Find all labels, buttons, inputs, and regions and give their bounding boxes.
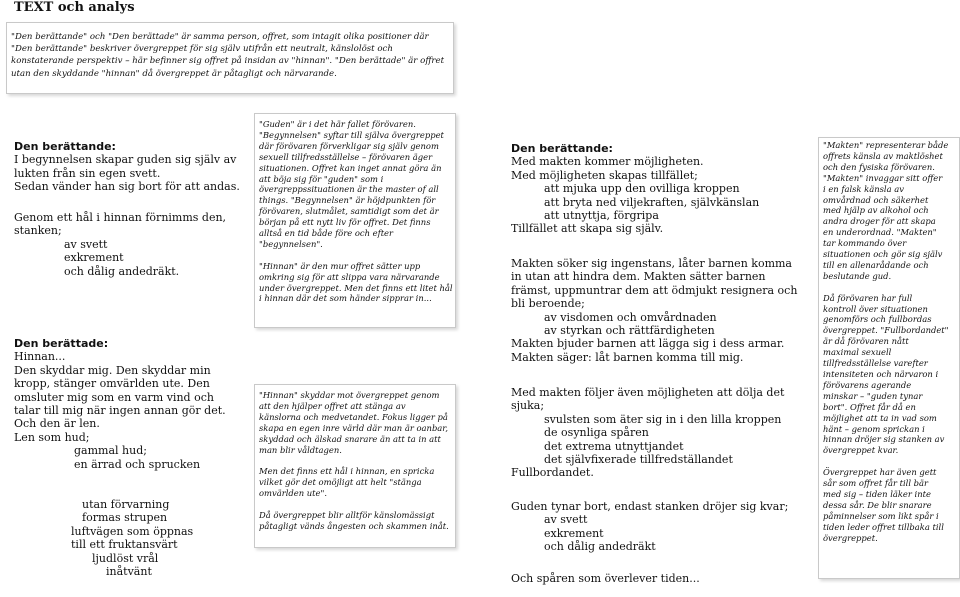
text-line: att utnyttja, förgripa (544, 209, 659, 223)
poem-line: till ett fruktansvärt (71, 538, 178, 552)
note-line: är då förövaren nått (823, 336, 909, 347)
annotation-box-membrane (254, 384, 456, 548)
text-line: av svett (544, 513, 588, 527)
text-line: de osynliga spåren (544, 426, 649, 440)
text-line: omsluter mig som en varm vind och (14, 390, 214, 404)
text-line: Makten säger: låt barnen komma till mig. (511, 350, 744, 364)
text-line: Tillfället att skapa sig själv. (511, 222, 664, 236)
text-line: Sedan vänder han sig bort för att andas. (14, 180, 240, 194)
note-line: "Makten" invaggar sitt offer (823, 172, 943, 183)
note-line: under övergreppet. Men det finns ett litet hål (259, 282, 453, 293)
text-line: det självfixerade tillfredställandet (544, 453, 733, 467)
text-line: av svett (64, 237, 108, 251)
intro-line: utan den skyddande "hinnan" då övergreppet är påtagligt och närvarande. (11, 68, 337, 79)
note-line: kontroll över situationen (823, 303, 928, 314)
poem-line: formas strupen (82, 511, 168, 525)
note-line: Då förövaren har full (823, 292, 913, 303)
text-line: Med makten kommer möjligheten. (511, 155, 704, 169)
section-heading: Den berättande: (14, 140, 116, 153)
text-line: sjuka; (511, 399, 545, 413)
note-line: övergreppet. (823, 532, 878, 543)
note-line: övergreppet. "Fullbordandet" (823, 325, 949, 336)
note-line: att den hjälper offret att stänga av (259, 400, 406, 411)
note-line: genomförs och fullbordas (823, 314, 932, 325)
note-line: att böja sig för "guden" som i (259, 173, 384, 184)
text-line: att bryta ned viljekraften, självkänslan (544, 195, 760, 209)
traces-section (511, 572, 801, 585)
note-line: minskar – "guden tynar (823, 390, 923, 401)
poem-section (14, 498, 244, 578)
note-line: offrets känsla av maktlöshet (823, 150, 943, 161)
poem-line: luftvägen som öppnas (71, 524, 194, 538)
note-line: omvårdnad och säkerhet (823, 194, 929, 205)
note-line: hänt – genom sprickan i (823, 423, 925, 434)
text-line: kropp, stänger omvärlden ute. Den (14, 377, 210, 391)
note-line: med hjälp av alkohol och (823, 205, 929, 216)
note-line: övergreppet kvar. (823, 445, 899, 456)
text-line: Len som hud; (14, 430, 90, 444)
note-line: omvärlden ute". (259, 488, 327, 499)
note-line: början på ett nytt liv för offret. Det finns (259, 217, 431, 228)
narrated-section (14, 337, 244, 471)
text-line: stanken; (14, 224, 62, 238)
section-heading: Den berättade: (14, 337, 109, 350)
annotation-box-god (254, 113, 456, 328)
note-line: man blir våldtagen. (259, 444, 342, 455)
page-title: TEXT och analys (14, 0, 135, 15)
text-line: talar till mig när ingen annan gör det. (14, 404, 226, 418)
intro-line: "Den berättande" beskriver övergreppet för sig själv utifrån ett neutralt, känslolöst och (11, 44, 393, 55)
note-line: möjlighet att ta in vad som (823, 412, 937, 423)
note-line: "begynnelsen". (259, 238, 323, 249)
text-line: av visdomen och omvårdnaden (544, 310, 717, 324)
note-line: förövarens agerande (823, 379, 912, 390)
annotation-box-power (818, 137, 960, 579)
note-line: omkring sig för att slippa vara närvarande (259, 271, 440, 282)
text-line: Och den är len. (14, 417, 100, 431)
note-line: tiden leder offret tillbaka till (823, 521, 944, 532)
poem-line: inåtvänt (106, 565, 152, 579)
note-line: "Hinnan" skyddar mot övergreppet genom (259, 390, 440, 400)
text-line: Makten bjuder barnen att lägga sig i dess armar. (511, 337, 785, 351)
note-line: andra droger för att skapa (823, 216, 936, 227)
note-line: med sig – tiden läker inte (823, 488, 931, 499)
text-line: bli beroende; (511, 297, 585, 311)
hide-section (511, 386, 801, 480)
note-line: sår som offret får till bär (823, 478, 929, 489)
text-line: Med makten följer även möjligheten att dölja det (511, 386, 785, 399)
note-line: och den fysiska förövaren. (823, 161, 935, 172)
note-line: förövaren, slutmålet, samtidigt som det är (259, 206, 439, 217)
note-line: en underordnad. "Makten" (823, 227, 937, 238)
intro-line: "Den berättande" och "Den berättade" är samma person, offret, som intagit olika positioner där (11, 32, 429, 42)
note-line: Men det finns ett hål i hinnan, en spricka (259, 466, 435, 477)
note-line: påtagligt vänds ångesten och skammen inåt. (259, 520, 449, 531)
note-line: "Guden" är i det här fallet förövaren. (259, 119, 416, 129)
text-line: exkrement (544, 526, 604, 540)
note-line: intensiteten och närvaron i (823, 369, 939, 380)
note-line: Övergreppet har även gett (823, 467, 937, 478)
text-line: främst, uppmuntrar dem att ödmjukt resignera och (511, 283, 798, 297)
note-line: skapa en egen inre värld där man är oanbar, (259, 422, 449, 433)
text-line: av styrkan och rättfärdigheten (544, 324, 715, 338)
text-line: en ärrad och sprucken (74, 457, 201, 471)
power-section (511, 142, 801, 236)
note-line: hinnan dröjer sig stanken av (823, 434, 945, 445)
note-line: vilket gör det omöjligt att helt "stänga (259, 477, 422, 488)
fade-section (511, 500, 801, 554)
poem-line: ljudlöst vrål (92, 551, 159, 565)
text-line: lukten från sin egen svett. (14, 166, 161, 180)
stench-section (14, 211, 244, 278)
note-line: tillfredsställelse varefter (823, 358, 928, 369)
note-line: situationen och gör sig själv (823, 249, 943, 260)
text-line: Guden tynar bort, endast stanken dröjer sig kvar; (511, 500, 789, 513)
power-children-section (511, 257, 801, 364)
text-line: Hinnan... (14, 350, 66, 364)
text-line: det extrema utnyttjandet (544, 439, 684, 453)
note-line: things. "Begynnelsen" är höjdpunkten för (259, 195, 436, 206)
text-line: exkrement (64, 251, 124, 265)
note-line: övergreppssituationen är the master of all (259, 184, 439, 195)
note-line: dessa sår. De blir snarare (823, 499, 932, 510)
poem-line: utan förvarning (82, 498, 170, 511)
note-line: i hinnan där det som händer sipprar in... (259, 293, 432, 304)
text-line: Den skyddar mig. Den skyddar min (14, 363, 211, 377)
note-line: "Hinnan" är den mur offret sätter upp (259, 260, 421, 271)
note-line: i en falsk känsla av (823, 183, 904, 194)
text-line: och dålig andedräkt (544, 540, 656, 554)
note-line: påminnelser som likt spår i (823, 510, 939, 521)
intro-box (6, 22, 454, 94)
note-line: känslorna och medvetandet. Fokus ligger på (259, 411, 448, 422)
text-line: Genom ett hål i hinnan förnimms den, (14, 211, 227, 224)
note-line: maximal sexuell (823, 347, 892, 358)
note-line: till en allenarådande och (823, 259, 929, 270)
text-line: Och spåren som överlever tiden... (511, 572, 700, 585)
intro-text (11, 31, 453, 80)
note-line: "Begynnelsen" syftar till själva övergreppet (259, 129, 444, 140)
note-line: situationen. Offret kan inget annat göra än (259, 162, 442, 173)
note-line: Då övergreppet blir alltför känslomässigt (259, 509, 435, 520)
note-line: "Makten" representerar både (823, 140, 949, 150)
note-line: tar kommando över (823, 238, 907, 249)
text-line: in utan att hindra dem. Makten sätter barnen (511, 270, 766, 284)
note-line: bort". Offret får då en (823, 401, 916, 412)
text-line: Makten söker sig ingenstans, låter barnen komma (511, 257, 792, 270)
note-line: alltså en tid både före och efter (259, 228, 394, 239)
section-heading: Den berättande: (511, 142, 613, 155)
text-line: Med möjligheten skapas tillfället; (511, 168, 698, 182)
narrator-section (14, 140, 244, 194)
text-line: och dålig andedräkt. (64, 264, 180, 278)
text-line: I begynnelsen skapar guden sig själv av (14, 153, 237, 167)
note-line: där förövaren förverkligar sig själv genom (259, 140, 439, 151)
intro-line: konstaterande perspektiv – här befinner sig offret på insidan av "hinnan". "Den berättade" är offret (11, 56, 445, 67)
note-line: sexuell tillfredsställelse – förövaren äger (259, 151, 433, 162)
text-line: gammal hud; (74, 444, 147, 458)
text-line: Fullbordandet. (511, 466, 594, 480)
note-line: skyddad och älskad snarare än att ta in att (259, 433, 441, 444)
text-line: att mjuka upp den ovilliga kroppen (544, 182, 740, 196)
text-line: svulsten som äter sig in i den lilla kroppen (544, 412, 782, 426)
note-line: beslutande gud. (823, 270, 892, 281)
